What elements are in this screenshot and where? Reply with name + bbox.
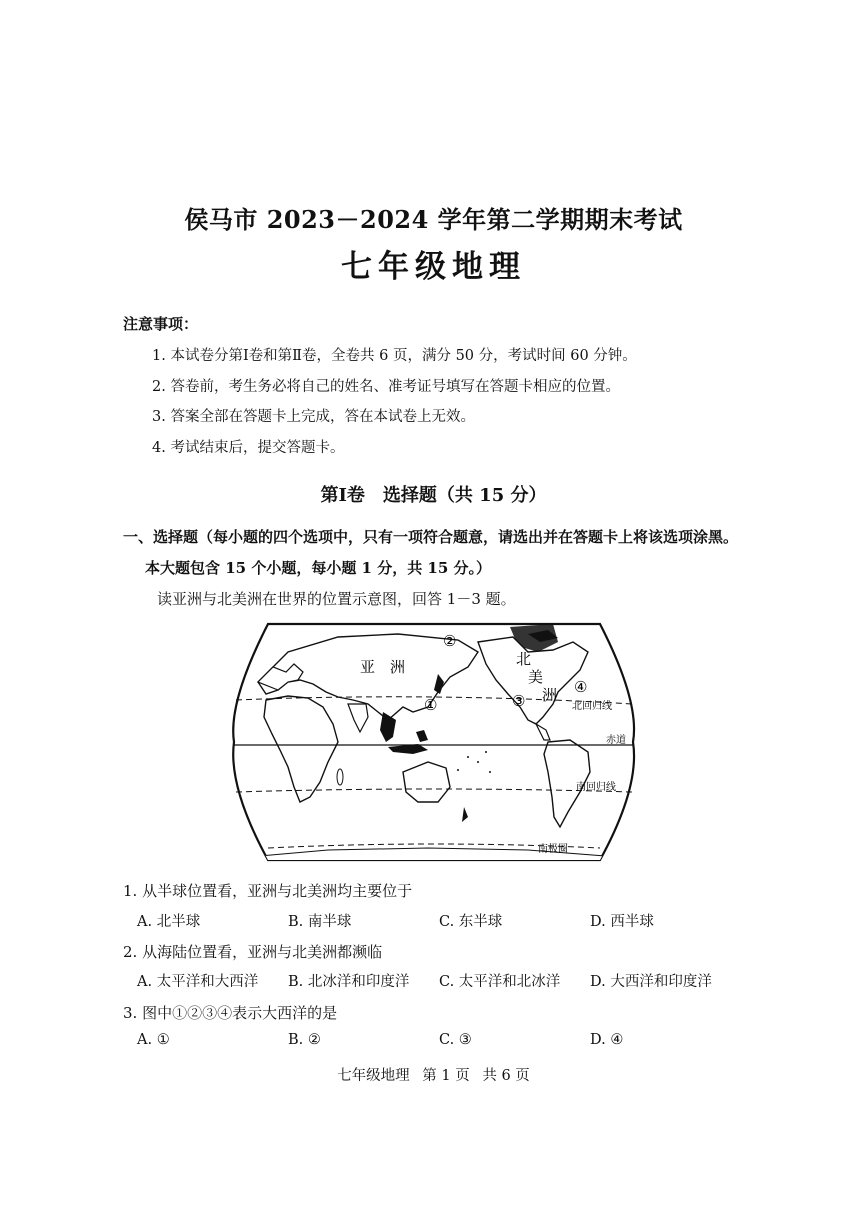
marker-1: ① (424, 696, 438, 714)
notice-item: 4. 考试结束后，提交答题卡。 (152, 440, 345, 456)
footer-page-number: 第 1 页 (422, 1068, 470, 1084)
footer-subject: 七年级地理 (337, 1068, 410, 1084)
question-2-option-d: D. 大西洋和印度洋 (590, 974, 712, 990)
equator-label: 赤道 (606, 735, 626, 746)
question-3-option-c: C. ③ (439, 1032, 472, 1048)
question-2-option-b: B. 北冰洋和印度洋 (288, 974, 410, 990)
instruction-line-2: 本大题包含 15 个小题，每小题 1 分，共 15 分。） (145, 559, 492, 577)
question-3-option-d: D. ④ (590, 1032, 624, 1048)
footer-total-pages: 共 6 页 (482, 1068, 530, 1084)
marker-4: ④ (574, 678, 588, 696)
antarctic-circle-label: 南极圈 (538, 844, 568, 855)
notice-item: 1. 本试卷分第Ⅰ卷和第Ⅱ卷，全卷共 6 页，满分 50 分，考试时间 60 分钟。 (152, 348, 637, 364)
question-3-option-b: B. ② (288, 1032, 321, 1048)
question-2-option-c: C. 太平洋和北冰洋 (439, 974, 561, 990)
section-heading: 第Ⅰ卷 选择题（共 15 分） (320, 485, 547, 506)
question-1-option-a: A. 北半球 (137, 914, 201, 930)
question-1-option-c: C. 东半球 (439, 914, 503, 930)
read-prompt: 读亚洲与北美洲在世界的位置示意图，回答 1－3 题。 (157, 590, 516, 608)
tropic-of-capricorn-label: 南回归线 (576, 782, 616, 793)
question-3-stem: 3. 图中①②③④表示大西洋的是 (123, 1004, 338, 1022)
marker-2: ② (443, 632, 457, 650)
notice-item: 2. 答卷前，考生务必将自己的姓名、准考证号填写在答题卡相应的位置。 (152, 379, 620, 395)
question-2-stem: 2. 从海陆位置看，亚洲与北美洲都濒临 (123, 943, 383, 961)
north-america-label-3: 洲 (542, 686, 558, 704)
marker-3: ③ (512, 692, 526, 710)
question-1-option-b: B. 南半球 (288, 914, 352, 930)
exam-title: 侯马市 2023－2024 学年第二学期期末考试 (184, 205, 683, 234)
asia-label: 亚 洲 (360, 658, 406, 676)
question-1-stem: 1. 从半球位置看，亚洲与北美洲均主要位于 (123, 882, 413, 900)
question-3-option-a: A. ① (137, 1032, 170, 1048)
world-map-figure (228, 612, 640, 867)
tropic-of-cancer-label: 北回归线 (572, 701, 612, 712)
question-2-option-a: A. 太平洋和大西洋 (137, 974, 259, 990)
exam-subject-title: 七年级地理 (341, 249, 526, 285)
instruction-line-1: 一、选择题（每小题的四个选项中，只有一项符合题意，请选出并在答题卡上将该选项涂黑。 (123, 528, 739, 546)
notice-heading: 注意事项： (123, 315, 199, 333)
question-1-option-d: D. 西半球 (590, 914, 654, 930)
notice-item: 3. 答案全部在答题卡上完成，答在本试卷上无效。 (152, 409, 475, 425)
north-america-label-1: 北 (516, 650, 532, 668)
page-footer (0, 1064, 867, 1085)
north-america-label-2: 美 (528, 668, 544, 686)
